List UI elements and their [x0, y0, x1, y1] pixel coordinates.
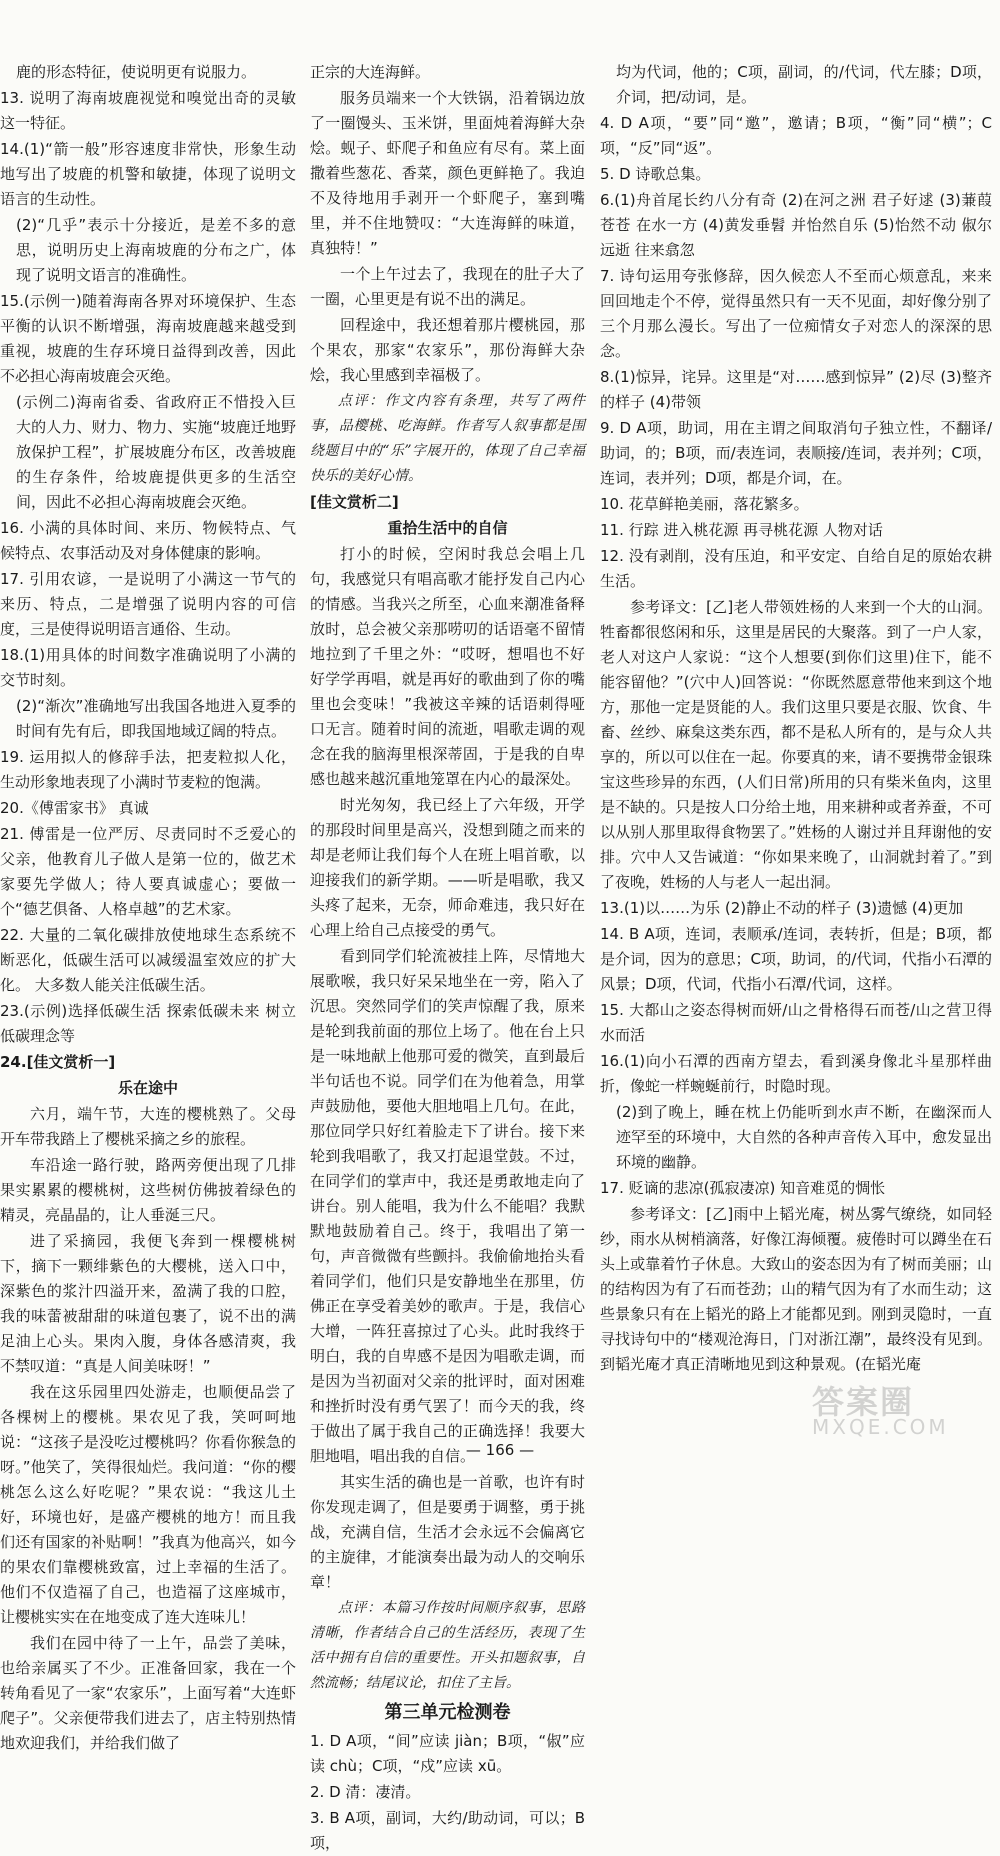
col2-paragraph: 点评：作文内容有条理，共写了两件事，品樱桃、吃海鲜。作者写人叙事都是围绕题目中的“乐”字展开的，体现了自己幸福快乐的美好心情。 — [310, 393, 585, 484]
col3-paragraph: 14. B A项，连词，表顺承/连词，表转折，但是；B项，都是介词，因为的意思；C项，助词，的/代词，代指小石潭的风景；D项，代词，代指小石潭/代词，这样。 — [600, 925, 992, 993]
watermark-line1: 答案圈 — [812, 1383, 915, 1421]
col1-paragraph: 鹿的形态特征，使说明更有说服力。 — [16, 63, 257, 81]
col2-paragraph: 打小的时候，空闲时我总会唱上几句，我感觉只有唱高歌才能抒发自己内心的情感。当我兴之所至，心血来潮准备释放时，总会被父亲那唠叨的话语毫不留情地拉到了千里之外：“哎呀，想唱也不好好学学再唱，就是再好的歌曲到了你的嘴里也会变味！”我被这辛辣的话语刺得哑口无言。随着时间的流逝，唱歌走调的观念在我的脑海里根深蒂固，于是我的自卑感也越来越沉重地笼罩在内心的最深处。 — [310, 545, 585, 788]
col1-paragraph: 21. 傅雷是一位严厉、尽责同时不乏爱心的父亲，他教育儿子做人是第一位的，做艺术家要先学做人；待人要真诚虚心；要做一个“德艺俱备、人格卓越”的艺术家。 — [0, 825, 296, 918]
col1-paragraph: 24.[佳文赏析一] — [0, 1053, 116, 1071]
col1-paragraph: 我们在园中待了一上午，品尝了美味，也给亲属买了不少。正准备回家，我在一个转角看见了一家“农家乐”，上面写着“大连虾爬子”。父亲便带我们进去了，店主特别热情地欢迎我们，并给我们做了 — [0, 1634, 296, 1752]
col3-paragraph: 10. 花草鲜艳美丽，落花繁多。 — [600, 495, 809, 513]
col3-paragraph: 5. D 诗歌总集。 — [600, 165, 711, 183]
col2-paragraph: 3. B A项，副词，大约/助动词，可以；B项， — [310, 1809, 585, 1852]
col1-paragraph: 乐在途中 — [117, 1079, 178, 1097]
col1-paragraph: 车沿途一路行驶，路两旁便出现了几排果实累累的樱桃树，这些树仿佛披着绿色的精灵，亮晶晶的，让人垂涎三尺。 — [0, 1156, 296, 1224]
col2-paragraph: 正宗的大连海鲜。 — [310, 63, 431, 81]
col2-paragraph: 其实生活的确也是一首歌，也许有时你发现走调了，但是要勇于调整，勇于挑战，充满自信，生活才会永远不会偏离它的主旋律，才能演奏出最为动人的交响乐章！ — [310, 1473, 585, 1591]
col2-paragraph: 重拾生活中的自信 — [387, 519, 508, 537]
col1-paragraph: 14.(1)“箭一般”形容速度非常快，形象生动地写出了坡鹿的机警和敏捷，体现了说明文语言的生动性。 — [0, 140, 296, 208]
col2-paragraph: [佳文赏析二] — [310, 493, 399, 511]
col2-paragraph: 服务员端来一个大铁锅，沿着锅边放了一圈馒头、玉米饼，里面炖着海鲜大杂烩。蚬子、虾爬子和鱼应有尽有。菜上面撒着些葱花、香菜，颜色更鲜艳了。我迫不及待地用手剥开一个虾爬子，塞到嘴里，并不住地赞叹：“大连海鲜的味道，真独特！” — [310, 89, 585, 257]
col2-paragraph: 点评：本篇习作按时间顺序叙事，思路清晰，作者结合自己的生活经历，表现了生活中拥有自信的重要性。开头扣题叙事，自然流畅；结尾议论，扣住了主旨。 — [310, 1600, 585, 1691]
col2-paragraph: 时光匆匆，我已经上了六年级，开学的那段时间里是高兴，没想到随之而来的却是老师让我们每个人在班上唱首歌，以迎接我们的新学期。——听是唱歌，我又头疼了起来，无奈，师命难违，我只好在心理上给自己点接受的勇气。 — [310, 796, 585, 939]
col3-paragraph: 6.(1)舟首尾长约八分有奇 (2)在河之洲 君子好逑 (3)蒹葭苍苍 在水一方 (4)黄发垂髫 并怡然自乐 (5)怡然不动 俶尔远逝 往来翕忽 — [600, 191, 992, 259]
col3-paragraph: 均为代词，他的；C项，副词，的/代词，代左膝；D项，介词，把/动词，是。 — [616, 63, 992, 106]
col1-paragraph: 我在这乐园里四处游走，也顺便品尝了各棵树上的樱桃。果农见了我，笑呵呵地说：“这孩子是没吃过樱桃吗？你看你猴急的呀。”他笑了，笑得很灿烂。我问道：“你的樱桃怎么这么好吃呢？”果农说：“我这儿土好，环境也好，是盛产樱桃的地方！而且我们还有国家的补贴啊！”我真为他高兴，如今的果农们靠樱桃致富，过上幸福的生活了。他们不仅造福了自己，也造福了这座城市，让樱桃实实在在地变成了连大连味儿！ — [0, 1383, 296, 1626]
col1-paragraph: 20.《傅雷家书》 真诚 — [0, 799, 149, 817]
col1-paragraph: (示例二)海南省委、省政府正不惜投入巨大的人力、财力、物力、实施“坡鹿迁地野放保护工程”，扩展坡鹿分布区，改善坡鹿的生存条件，给坡鹿提供更多的生活空间，因此不必担心海南坡鹿会灭绝。 — [16, 393, 296, 511]
col2-paragraph: 1. D A项，“间”应读 jiàn；B项，“俶”应读 chù；C项，“戍”应读 xū。 — [310, 1732, 585, 1775]
col3-paragraph: 参考译文：[乙]雨中上韬光庵，树丛雾气缭绕，如同轻纱，雨水从树梢滴落，好像江海倾覆。疲倦时可以蹲坐在石头上或靠着竹子休息。大致山的姿态因为有了树而美丽；山的结构因为有了石而苍劲；山的精气因为有了水而生动；这些景象只有在上韬光的路上才能都见到。刚到灵隐时，一直寻找诗句中的“楼观沧海日，门对浙江潮”，最终没有见到。到韬光庵才真正清晰地见到这种景观。(在韬光庵 — [600, 1205, 992, 1373]
col2-paragraph: 回程途中，我还想着那片樱桃园，那个果农，那家“农家乐”，那份海鲜大杂烩，我心里感到幸福极了。 — [310, 316, 585, 384]
col1-paragraph: 六月，端午节，大连的樱桃熟了。父母开车带我踏上了樱桃采摘之乡的旅程。 — [0, 1105, 296, 1148]
col1-paragraph: (2)“几乎”表示十分接近，是差不多的意思，说明历史上海南坡鹿的分布之广，体现了说明文语言的准确性。 — [16, 216, 296, 284]
col3-paragraph: 11. 行踪 进入桃花源 再寻桃花源 人物对话 — [600, 521, 883, 539]
page-number: — 166 — — [465, 1441, 535, 1459]
right-column — [600, 60, 992, 1430]
col3-paragraph: 9. D A项，助词，用在主谓之间取消句子独立性，不翻译/助词，的；B项，而/表连词，表顺接/连词，表并列；C项，连词，表并列；D项，都是介词，在。 — [600, 419, 992, 487]
col1-paragraph: 19. 运用拟人的修辞手法，把麦粒拟人化，生动形象地表现了小满时节麦粒的饱满。 — [0, 748, 296, 791]
col1-paragraph: 17. 引用农谚，一是说明了小满这一节气的来历、特点，二是增强了说明内容的可信度，三是使得说明语言通俗、生动。 — [0, 570, 296, 638]
col2-paragraph: 看到同学们轮流被挂上阵，尽情地大展歌喉，我只好呆呆地坐在一旁，陷入了沉思。突然同学们的笑声惊醒了我，原来是轮到我前面的那位上场了。他在台上只是一味地献上他那可爱的微笑，直到最后半句话也不说。同学们在为他着急，用掌声鼓励他，要他大胆地唱上几句。在此，那位同学只好红着脸走下了讲台。接下来轮到我唱歌了，我又打起退堂鼓。不过，在同学们的掌声中，我还是勇敢地走向了讲台。别人能唱，我为什么不能唱？我默默地鼓励着自己。终于，我唱出了第一句，声音微微有些颤抖。我偷偷地抬头看着同学们，他们只是安静地坐在那里，仿佛正在享受着美妙的歌声。于是，我信心大增，一阵狂喜掠过了心头。此时我终于明白，我的自卑感不是因为唱歌走调，而是因为当初面对父亲的批评时，面对困难和挫折时没有勇气罢了！而今天的我，终于做出了属于我自己的正确选择！我要大胆地唱，唱出我的自信。 — [310, 947, 585, 1465]
col2-paragraph: 一个上午过去了，我现在的肚子大了一圈，心里更是有说不出的满足。 — [310, 265, 585, 308]
col3-paragraph: 7. 诗句运用夸张修辞，因久候恋人不至而心烦意乱，来来回回地走个不停，觉得虽然只有一天不见面，却好像分别了三个月那么漫长。写出了一位痴情女子对恋人的深深的思念。 — [600, 267, 992, 360]
col3-paragraph: 12. 没有剥削，没有压迫，和平安定、自给自足的原始农耕生活。 — [600, 547, 992, 590]
col2-paragraph: 2. D 清：凄清。 — [310, 1783, 421, 1801]
col1-paragraph: 18.(1)用具体的时间数字准确说明了小满的交节时刻。 — [0, 646, 296, 689]
col3-paragraph: 15. 大都山之姿态得树而妍/山之骨格得石而苍/山之营卫得水而活 — [600, 1001, 992, 1044]
col3-paragraph: 16.(1)向小石潭的西南方望去，看到溪身像北斗星那样曲折，像蛇一样蜿蜒前行，时隐时现。 — [600, 1052, 992, 1095]
col1-paragraph: 13. 说明了海南坡鹿视觉和嗅觉出奇的灵敏这一特征。 — [0, 89, 296, 132]
col1-paragraph: 23.(示例)选择低碳生活 探索低碳未来 树立低碳理念等 — [0, 1002, 296, 1045]
col3-paragraph: 17. 贬谪的悲凉(孤寂凄凉) 知音难觅的惆怅 — [600, 1179, 886, 1197]
col3-paragraph: (2)到了晚上，睡在枕上仍能听到水声不断，在幽深而人迹罕至的环境中，大自然的各种声音传入耳中，愈发显出环境的幽静。 — [616, 1103, 992, 1171]
left-column — [0, 60, 296, 1752]
col3-paragraph: 8.(1)惊异，诧异。这里是“对……感到惊异” (2)尽 (3)整齐的样子 (4)带领 — [600, 368, 992, 411]
col1-paragraph: 进了采摘园，我便飞奔到一棵樱桃树下，摘下一颗绯紫色的大樱桃，送入口中，深紫色的浆汁四溢开来，盈满了我的口腔，我的味蕾被甜甜的味道包裹了，说不出的满足油上心头。果肉入腹，身体各感清爽，我不禁叹道：“真是人间美味呀！” — [0, 1232, 296, 1375]
watermark-line2: MXQE.COM — [812, 1415, 949, 1439]
col3-paragraph: 13.(1)以……为乐 (2)静止不动的样子 (3)遗憾 (4)更加 — [600, 899, 964, 917]
col1-paragraph: 15.(示例一)随着海南各界对环境保护、生态平衡的认识不断增强，海南坡鹿越来越受到重视，坡鹿的生存环境日益得到改善，因此不必担心海南坡鹿会灭绝。 — [0, 292, 296, 385]
watermark-logo — [812, 1383, 982, 1460]
col1-paragraph: (2)“渐次”准确地写出我国各地进入夏季的时间有先有后，即我国地域辽阔的特点。 — [16, 697, 296, 740]
col1-paragraph: 22. 大量的二氧化碳排放使地球生态系统不断恶化，低碳生活可以减缓温室效应的扩大化。 大多数人能关注低碳生活。 — [0, 926, 296, 994]
col3-paragraph: 4. D A项，“要”同“邀”，邀请；B项，“衡”同“横”；C项，“反”同“返”。 — [600, 114, 992, 157]
col2-paragraph: 第三单元检测卷 — [384, 1702, 511, 1723]
col3-paragraph: 参考译文：[乙]老人带领姓杨的人来到一个大的山洞。牲畜都很悠闲和乐，这里是居民的大聚落。到了一户人家，老人对这户人家说：“这个人想要(到你们这里)住下，能不能容留他？”(穴中人)回答说：“你既然愿意带他来到这个地方，那他一定是贤能的人。我们这里只要是衣服、饮食、牛畜、丝纱、麻枲这类东西，都不是私人所有的，是与众人共享的，所以可以住在一起。你要真的来，请不要携带金银珠宝这些珍异的东西，(人们日常)所用的只有柴米鱼肉，这里是不缺的。只是按人口分给土地，用来耕种或者养蚕，不可以从别人那里取得食物罢了。”姓杨的人谢过并且拜谢他的安排。穴中人又告诫道：“你如果来晚了，山洞就封着了。”到了夜晚，姓杨的人与老人一起出洞。 — [600, 598, 992, 891]
col1-paragraph: 16. 小满的具体时间、来历、物候特点、气候特点、农事活动及对身体健康的影响。 — [0, 519, 296, 562]
